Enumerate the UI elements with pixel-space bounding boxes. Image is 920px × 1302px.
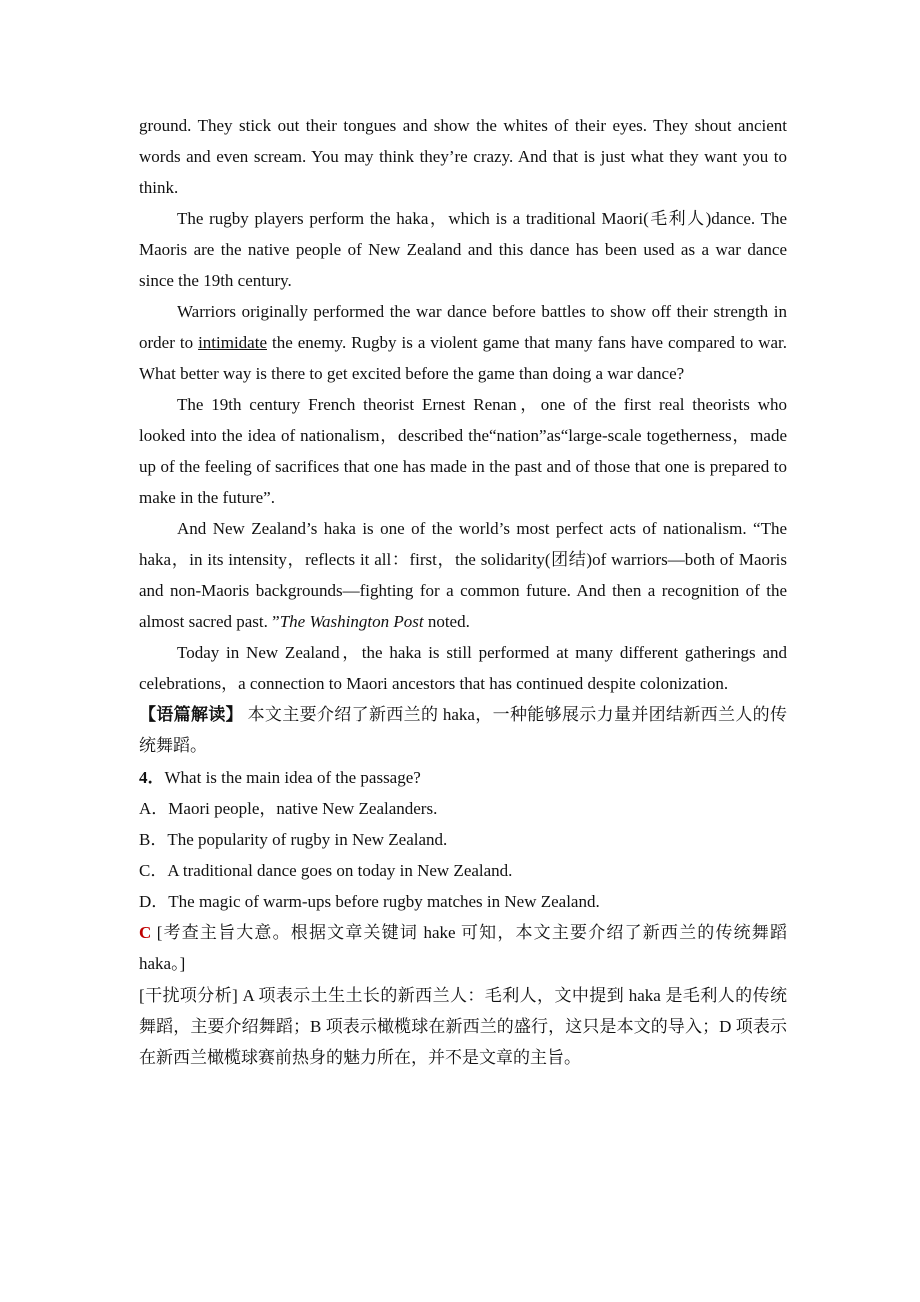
paragraph-5-start: And New Zealand’s haka is one of the world’s most perfect acts of nationalism. “The haka，in its intensity，reflects it all：first，the solidarity(团结)of warriors—both of Maoris and non-Maoris backgrounds—fighting for a common future. And then a recognition of the almost sacred past. ” [139,519,787,631]
paragraph-1: ground. They stick out their tongues and show the whites of their eyes. They shout ancient words and even scream. You may think they’re crazy. And that is just what they want you to think. [139,116,787,197]
paragraph-5-end: noted. [423,612,470,631]
analysis-text: 本文主要介绍了新西兰的 haka，一种能够展示力量并团结新西兰人的传统舞蹈。 [139,705,787,755]
paragraph-5 [139,513,787,637]
paragraph-3-end: the enemy. Rugby is a violent game that many fans have compared to war. What better way is there to get excited before the game than doing a war dance? [139,333,787,383]
document-body [139,110,787,1073]
paragraph-3-start: Warriors originally performed the war dance before battles to show off their strength in order to [139,302,787,352]
answer-explanation [139,917,787,979]
source-washington-post: The Washington Post [279,612,424,631]
answer-text: [考查主旨大意。根据文章关键词 hake 可知，本文主要介绍了新西兰的传统舞蹈 haka。] [139,923,787,973]
distractor-label: [干扰项分析] [139,986,238,1005]
question-number: 4． [139,768,165,787]
underlined-word-intimidate: intimidate [198,333,267,352]
distractor-text: A 项表示土生土长的新西兰人：毛利人，文中提到 haka 是毛利人的传统舞蹈，主要介绍舞蹈；B 项表示橄榄球在新西兰的盛行，这只是本文的导入；D 项表示在新西兰橄榄球赛前热身的魅力所在，并不是文章的主旨。 [139,986,787,1067]
option-c: C．A traditional dance goes on today in New Zealand. [139,861,513,880]
question-4 [139,762,787,793]
analysis-label: 【语篇解读】 [139,705,244,724]
distractor-analysis [139,980,787,1073]
answer-letter: C [139,923,152,942]
paragraph-6: Today in New Zealand，the haka is still performed at many different gatherings and celebrations，a connection to Maori ancestors that has continued despite colonization. [139,643,787,693]
question-stem: What is the main idea of the passage? [164,768,421,787]
passage-analysis [139,699,787,761]
option-d: D．The magic of warm-ups before rugby matches in New Zealand. [139,892,600,911]
paragraph-4: The 19th century French theorist Ernest Renan，one of the first real theorists who looked into the idea of nationalism，described the“nation”as“large-scale togetherness，made up of the feeling of sacrifices that one has made in the past and of those that one is prepared to make in the future”. [139,395,787,507]
paragraph-3 [139,296,787,389]
option-b: B．The popularity of rugby in New Zealand. [139,830,448,849]
paragraph-2: The rugby players perform the haka，which is a traditional Maori(毛利人)dance. The Maoris are the native people of New Zealand and this dance has been used as a war dance since the 19th century. [139,209,787,290]
option-a: A．Maori people，native New Zealanders. [139,799,438,818]
